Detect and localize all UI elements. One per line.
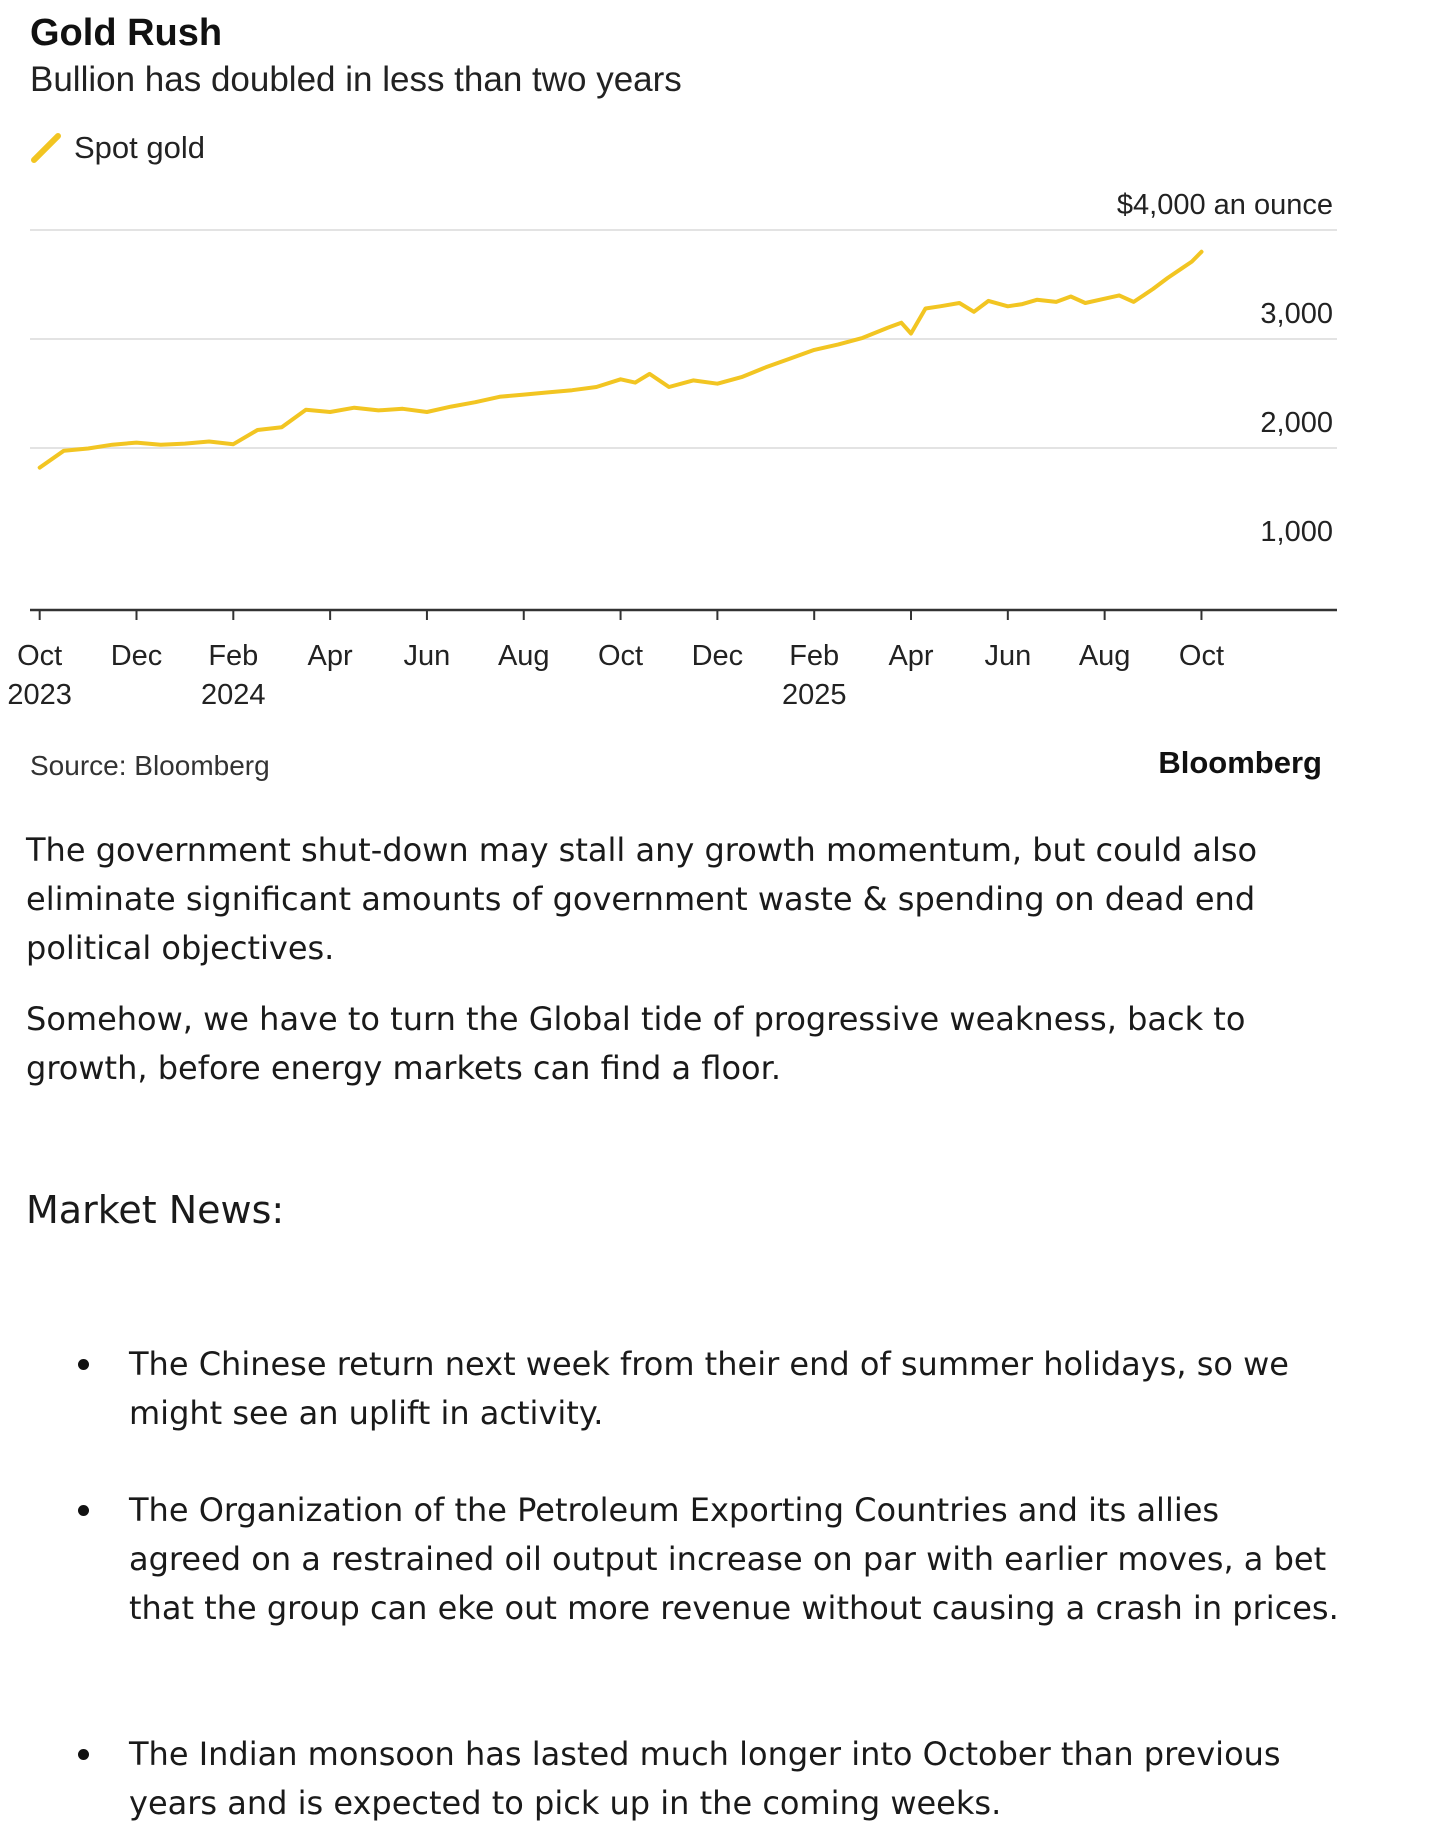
x-tick-label: Oct xyxy=(17,640,63,672)
chart-title: Gold Rush xyxy=(30,12,223,54)
paragraph-global-tide: Somehow, we have to turn the Global tide of progressive weakness, back to growth, before energy markets can find a floor. xyxy=(26,1000,1246,1087)
bullet-icon xyxy=(78,1359,89,1370)
x-tick-year-label: 2023 xyxy=(7,679,72,711)
y-tick-label: 1,000 xyxy=(1260,516,1333,548)
x-tick-label: Jun xyxy=(984,640,1032,672)
y-tick-label: 2,000 xyxy=(1260,407,1333,439)
x-tick-year-label: 2024 xyxy=(201,679,266,711)
x-tick-label: Apr xyxy=(888,640,934,672)
x-tick-label: Dec xyxy=(110,640,163,672)
y-tick-label: $4,000 an ounce xyxy=(1116,189,1333,221)
x-tick-year-label: 2025 xyxy=(781,679,847,711)
series-layer xyxy=(40,252,1202,468)
bullet-icon xyxy=(78,1505,89,1516)
market-news-heading: Market News: xyxy=(26,1188,285,1232)
brand-logo: Bloomberg xyxy=(1158,745,1322,780)
chart-subtitle: Bullion has doubled in less than two years xyxy=(30,60,682,99)
news-item-text: The Indian monsoon has lasted much longer into October than previous years and is expected to pick up in the coming weeks. xyxy=(129,1735,1281,1822)
gridlines xyxy=(30,230,1337,448)
gold-price-chart xyxy=(0,170,1456,730)
x-tick-label: Aug xyxy=(1078,640,1131,672)
x-tick-label: Apr xyxy=(307,640,353,672)
x-axis-ticks xyxy=(7,610,1224,711)
chart-source: Source: Bloomberg xyxy=(30,750,270,781)
legend-line-icon xyxy=(30,132,62,164)
y-tick-label: 3,000 xyxy=(1260,298,1333,330)
series-line-spot-gold xyxy=(40,252,1202,468)
x-tick-label: Feb xyxy=(789,640,840,672)
bullet-icon xyxy=(78,1749,89,1760)
x-tick-label: Aug xyxy=(497,640,550,672)
news-item-text: The Organization of the Petroleum Exporting Countries and its allies agreed on a restrained oil output increase on par with earlier moves, a bet that the group can eke out more revenue without causing a crash in prices. xyxy=(129,1491,1339,1627)
legend-label: Spot gold xyxy=(74,130,205,165)
x-tick-label: Oct xyxy=(1178,640,1225,672)
x-tick-label: Oct xyxy=(598,640,644,672)
x-tick-label: Jun xyxy=(403,640,451,672)
chart-legend xyxy=(30,128,205,168)
paragraph-shutdown: The government shut-down may stall any growth momentum, but could also eliminate significant amounts of government waste & spending on dead end political objectives. xyxy=(26,831,1258,967)
x-tick-label: Feb xyxy=(208,640,259,672)
x-tick-label: Dec xyxy=(691,640,744,672)
news-item-text: The Chinese return next week from their end of summer holidays, so we might see an uplift in activity. xyxy=(129,1345,1289,1432)
y-axis-labels xyxy=(1117,189,1333,548)
